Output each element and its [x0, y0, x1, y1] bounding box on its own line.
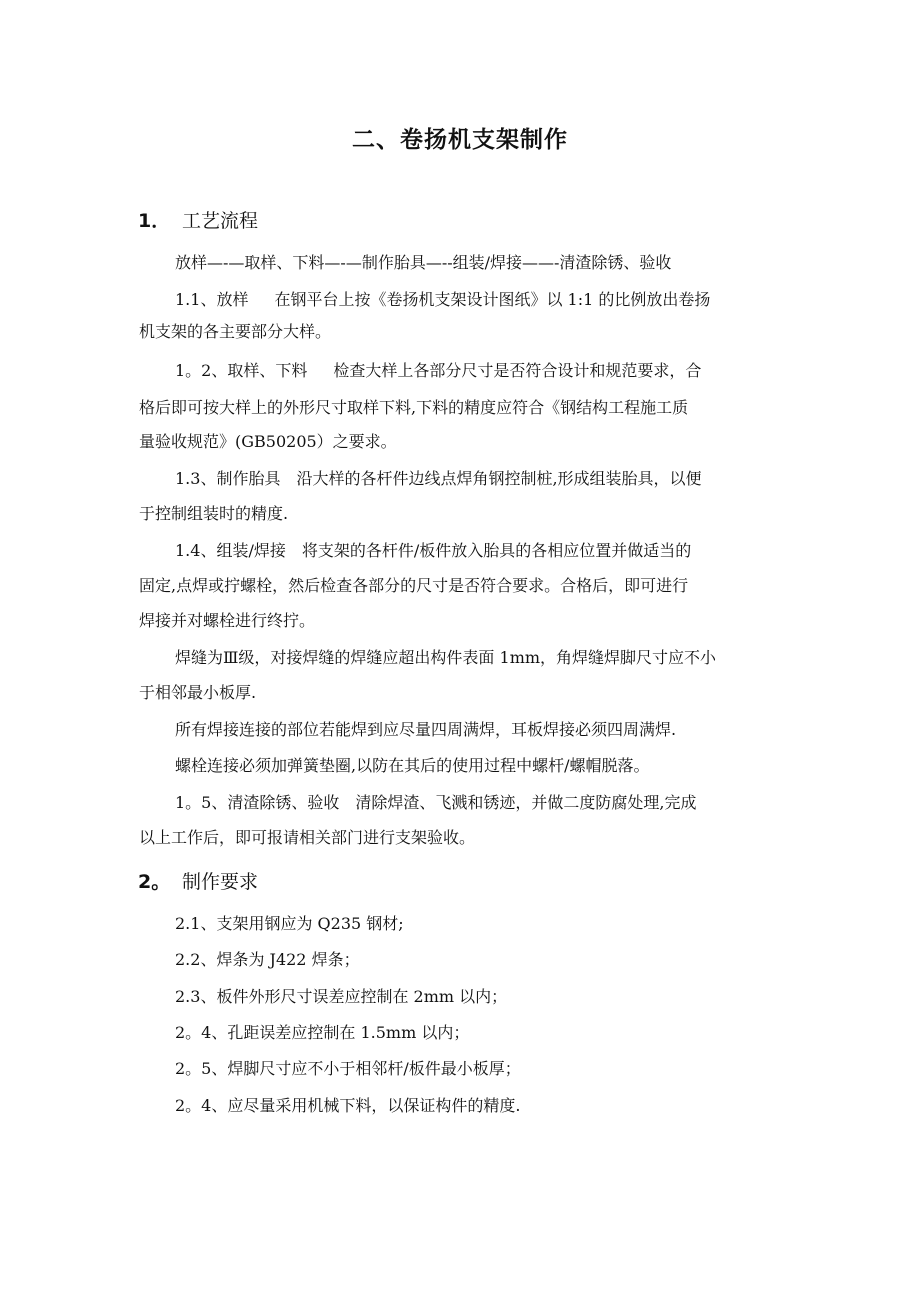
step-1-4 — [175, 537, 691, 565]
step-1-2-text: 检查大样上各部分尺寸是否符合设计和规范要求，合 — [333, 361, 702, 380]
step-1-3-continuation: 于控制组装时的精度. — [139, 504, 289, 523]
step-1-1-text: 在钢平台上按《卷扬机支架设计图纸》以 1:1 的比例放出卷扬 — [274, 290, 711, 309]
weld-grade-note-continuation: 于相邻最小板厚. — [139, 683, 257, 702]
requirement-item: 2.3、板件外形尺寸误差应控制在 2mm 以内； — [175, 987, 508, 1006]
step-1-3 — [175, 465, 702, 493]
bolt-washer-note: 螺栓连接必须加弹簧垫圈,以防在其后的使用过程中螺杆/螺帽脱落。 — [175, 756, 650, 775]
section-2-title: 制作要求 — [182, 871, 259, 893]
section-1-title: 工艺流程 — [182, 210, 259, 232]
step-1-4-continuation-1: 固定,点焊或拧螺栓，然后检查各部分的尺寸是否符合要求。合格后，即可进行 — [139, 576, 689, 595]
step-1-3-text: 沿大样的各杆件边线点焊角钢控制桩,形成组装胎具，以便 — [296, 469, 702, 488]
step-1-2-label: 1。2、取样、下料 — [175, 361, 308, 380]
step-1-2-continuation-1: 格后即可按大样上的外形尺寸取样下料,下料的精度应符合《钢结构工程施工质 — [139, 398, 689, 417]
section-1-heading — [138, 206, 258, 236]
section-2-heading — [138, 867, 258, 897]
step-1-2 — [175, 357, 701, 385]
step-1-2-continuation-2: 量验收规范》(GB50205）之要求。 — [139, 432, 397, 451]
step-1-4-label: 1.4、组装/焊接 — [175, 541, 286, 560]
page-title: 二、卷扬机支架制作 — [352, 127, 568, 153]
step-1-5-text: 清除焊渣、飞溅和锈迹，并做二度防腐处理,完成 — [355, 793, 697, 812]
process-flow: 放样—-—取样、下料—-—制作胎具—--组装/焊接——-清渣除锈、验收 — [175, 253, 672, 272]
step-1-4-continuation-2: 焊接并对螺栓进行终拧。 — [139, 611, 316, 630]
requirement-item: 2。4、孔距误差应控制在 1.5mm 以内； — [175, 1023, 470, 1042]
weld-all-around-note: 所有焊接连接的部位若能焊到应尽量四周满焊，耳板焊接必须四周满焊. — [175, 720, 677, 739]
requirement-item: 2。5、焊脚尺寸应不小于相邻杆/板件最小板厚； — [175, 1059, 521, 1078]
weld-grade-note: 焊缝为Ⅲ级，对接焊缝的焊缝应超出构件表面 1mm，角焊缝焊脚尺寸应不小 — [175, 648, 717, 667]
step-1-1-label: 1.1、放样 — [175, 290, 249, 309]
step-1-3-label: 1.3、制作胎具 — [175, 469, 281, 488]
step-1-1-continuation: 机支架的各主要部分大样。 — [139, 322, 332, 341]
step-1-5-continuation: 以上工作后，即可报请相关部门进行支架验收。 — [139, 828, 476, 847]
requirement-item: 2.1、支架用钢应为 Q235 钢材; — [175, 914, 404, 933]
step-1-5-label: 1。5、清渣除锈、验收 — [175, 793, 340, 812]
section-1-number: 1． — [138, 210, 171, 232]
section-2-number: 2。 — [138, 871, 171, 893]
requirement-item: 2.2、焊条为 J422 焊条； — [175, 950, 360, 969]
step-1-5 — [175, 789, 696, 817]
requirement-item: 2。4、应尽量采用机械下料，以保证构件的精度. — [175, 1096, 521, 1115]
step-1-4-text: 将支架的各杆件/板件放入胎具的各相应位置并做适当的 — [301, 541, 692, 560]
step-1-1 — [175, 286, 710, 314]
